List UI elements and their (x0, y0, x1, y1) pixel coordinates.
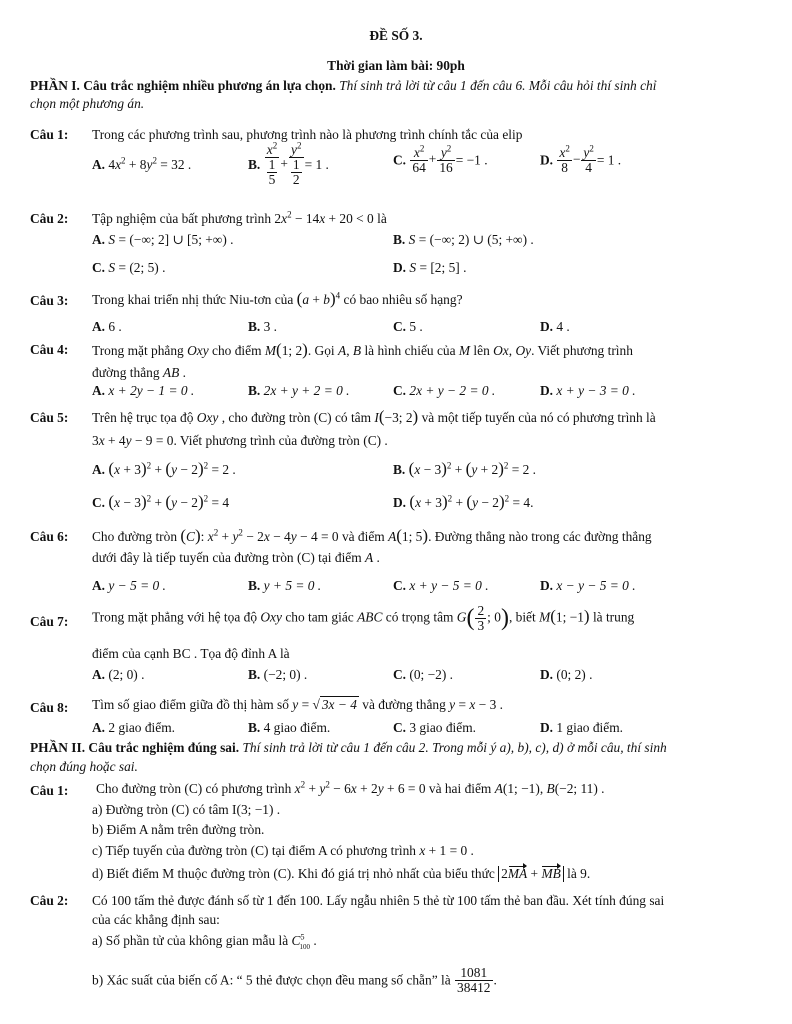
q1-option-c: C. $\frac{x^2}{64}$ + $\frac{y^2}{16}$ = −1 . (393, 143, 488, 176)
q4-label: Câu 4: (30, 342, 69, 357)
q4-option-a: A. x + 2y − 1 = 0 . (92, 383, 195, 398)
p2q2-text-1: Có 100 tấm thẻ được đánh số từ 1 đến 100. Lấy ngẫu nhiên 5 thẻ từ 100 tấm thẻ ban đầu. Xét tính đúng sai (92, 893, 665, 908)
exam-title: ĐỀ SỐ 3. (369, 28, 423, 43)
part1-intro-2: chọn một phương án. (30, 96, 145, 111)
q8-label: Câu 8: (30, 700, 69, 715)
q5-text: Trên hệ trục tọa độ Oxy , cho đường tròn (C) có tâm I(−3; 2) và một tiếp tuyến của nó có phương trình là (92, 407, 656, 426)
q3-option-d: D. 4 . (540, 319, 570, 334)
q4-text: Trong mặt phẳng Oxy cho điểm M(1; 2). Gọi A, B là hình chiếu của M lên Ox, Oy. Viết phương trình (92, 340, 633, 359)
q1-option-d: D. $\frac{x^2}{8}$ − $\frac{y^2}{4}$ = 1 . (540, 143, 622, 176)
q6-option-b: B. y + 5 = 0 . (248, 578, 322, 593)
q6-option-c: C. x + y − 5 = 0 . (393, 578, 489, 593)
exam-time: Thời gian làm bài: 90ph (327, 58, 465, 73)
part1-heading: PHẦN I. Câu trắc nghiệm nhiều phương án lựa chọn. (30, 78, 336, 93)
q8-option-c: C. 3 giao điểm. (393, 720, 476, 735)
q4-option-b: B. 2x + y + 2 = 0 . (248, 383, 350, 398)
p2q2-label: Câu 2: (30, 893, 69, 908)
p2q1-b: b) Điểm A nằm trên đường tròn. (92, 822, 265, 837)
part2-intro: Thí sinh trả lời từ câu 1 đến câu 2. Trong mỗi ý a), b), c), d) ở mỗi câu, thí sinh (242, 740, 667, 755)
q4-line2: đường thẳng AB . (92, 365, 186, 380)
q8-option-a: A. 2 giao điểm. (92, 720, 175, 735)
p2q1-a: a) Đường tròn (C) có tâm I(3; −1) . (92, 802, 281, 817)
q5-option-c: C. $(x - 3)^2 + (y - 2)^2 = 4$ (92, 492, 230, 511)
q1-label: Câu 1: (30, 127, 69, 142)
part2-intro-2: chọn đúng hoặc sai. (30, 759, 138, 774)
q3-option-b: B. 3 . (248, 319, 278, 334)
q1-text: Trong các phương trình sau, phương trình nào là phương trình chính tắc của elip (92, 127, 523, 142)
q7-line2: điểm của cạnh BC . Tọa độ đỉnh A là (92, 646, 290, 661)
q6-option-a: A. y − 5 = 0 . (92, 578, 166, 593)
q3-option-c: C. 5 . (393, 319, 423, 334)
p2q1-label: Câu 1: (30, 783, 69, 798)
q5-option-a: A. $(x + 3)^2 + (y - 2)^2 = 2$ . (92, 459, 236, 478)
q2-option-a: A. S = (−∞; 2] ∪ [5; +∞) . (92, 232, 234, 247)
q2-option-d: D. S = [2; 5] . (393, 260, 467, 275)
q1-option-a: A. $4x^2 + 8y^2 = 32$ . (92, 155, 192, 172)
q6-text: Cho đường tròn (C): $x^2 + y^2 - 2x - 4y - 4 = 0$ và điểm A(1; 5). Đường thẳng nào trong các đường thẳng (92, 526, 652, 545)
part1-heading-line (30, 78, 656, 94)
q3-option-a: A. 6 . (92, 319, 122, 334)
q7-option-a: A. (2; 0) . (92, 667, 145, 682)
p2q1-d: d) Biết điểm M thuộc đường tròn (C). Khi đó giá trị nhỏ nhất của biểu thức 2MA + MB là 9. (92, 866, 591, 881)
q6-label: Câu 6: (30, 529, 69, 544)
p2q2-text-2: của các khẳng định sau: (92, 912, 220, 927)
q2-text: Tập nghiệm của bất phương trình $2x^2 - 14x + 20 < 0$ là (92, 209, 387, 226)
q8-option-b: B. 4 giao điểm. (248, 720, 331, 735)
q7-text: Trong mặt phẳng với hệ tọa độ Oxy cho tam giác ABC có trọng tâm G( $\frac{2}{3}$ ; 0), biết M(1; −1) là trung (92, 603, 635, 634)
q2-option-c: C. S = (2; 5) . (92, 260, 166, 275)
q7-label: Câu 7: (30, 614, 69, 629)
q7-option-b: B. (−2; 0) . (248, 667, 308, 682)
q3-text: Trong khai triển nhị thức Niu-tơn của $(a + b)^4$ có bao nhiêu số hạng? (92, 289, 463, 308)
q4-option-c: C. 2x + y − 2 = 0 . (393, 383, 496, 398)
part1-intro: Thí sinh trả lời từ câu 1 đến câu 6. Mỗi câu hỏi thí sinh chỉ (339, 78, 657, 93)
part2-heading: PHẦN II. Câu trắc nghiệm đúng sai. (30, 740, 240, 755)
q7-option-d: D. (0; 2) . (540, 667, 593, 682)
q5-line2: 3x + 4y − 9 = 0. Viết phương trình của đường tròn (C) . (92, 433, 388, 448)
p2q1-c: c) Tiếp tuyến của đường tròn (C) tại điểm A có phương trình x + 1 = 0 . (92, 843, 474, 858)
q4-option-d: D. x + y − 3 = 0 . (540, 383, 636, 398)
p2q1-text: Cho đường tròn (C) có phương trình $x^2 + y^2 - 6x + 2y + 6 = 0$ và hai điểm A(1; −1), B(−2; 11) . (96, 779, 605, 796)
q1-option-b: B. $\frac{x^2}{\frac{1}{5}}$ + $\frac{y^2}{\frac{1}{2}}$ = 1 . (248, 140, 329, 188)
q5-option-d: D. $(x + 3)^2 + (y - 2)^2 = 4$. (393, 492, 534, 511)
q7-option-c: C. (0; −2) . (393, 667, 454, 682)
q5-label: Câu 5: (30, 410, 69, 425)
q3-label: Câu 3: (30, 293, 69, 308)
q8-text: Tìm số giao điểm giữa đồ thị hàm số y = √ 3x − 4 và đường thẳng y = x − 3 . (92, 697, 503, 712)
q5-option-b: B. $(x - 3)^2 + (y + 2)^2 = 2$ . (393, 459, 537, 478)
p2q2-a: a) Số phần tử của không gian mẫu là $C^5_{100}$ . (92, 932, 317, 951)
p2q2-b: b) Xác suất của biến cố A: “ 5 thẻ được chọn đều mang số chẵn” là $\frac{1081}{38412}$ . (92, 965, 497, 996)
q6-line2: dưới đây là tiếp tuyến của đường tròn (C) tại điểm A . (92, 550, 380, 565)
q8-option-d: D. 1 giao điểm. (540, 720, 623, 735)
q2-label: Câu 2: (30, 211, 69, 226)
part2-heading-line (30, 740, 667, 756)
q2-option-b: B. S = (−∞; 2) ∪ (5; +∞) . (393, 232, 534, 247)
q6-option-d: D. x − y − 5 = 0 . (540, 578, 636, 593)
